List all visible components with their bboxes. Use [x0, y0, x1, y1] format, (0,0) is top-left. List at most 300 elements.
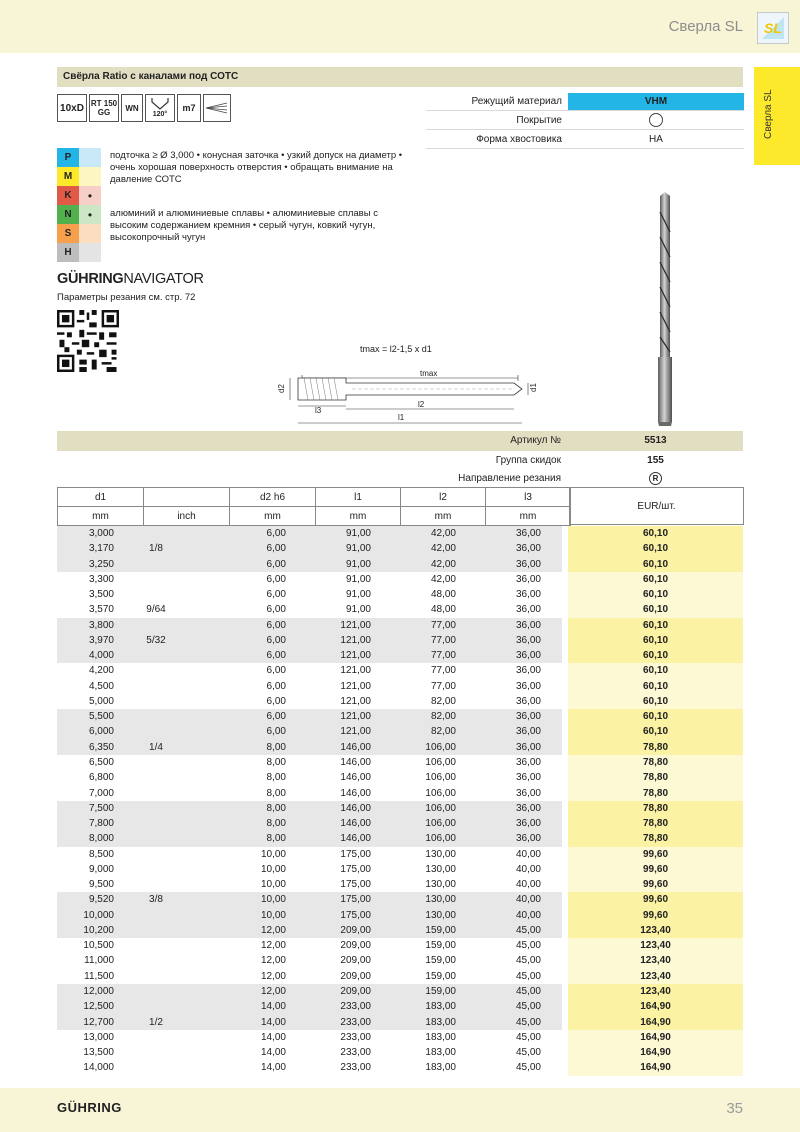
cutting-direction-label: Направление резания: [458, 473, 561, 484]
cell-l2: 77,00: [430, 665, 456, 677]
cell-l2: 42,00: [430, 573, 456, 585]
cell-d1: 3,250: [88, 558, 114, 570]
iso-group-row: [57, 186, 101, 205]
diagram-formula: tmax = l2-1,5 x d1: [360, 344, 432, 354]
length-10xd-icon: 10xD: [57, 94, 87, 122]
cell-price: 60,10: [642, 650, 669, 662]
cell-l3: 45,00: [515, 955, 541, 967]
unit-cell: mm: [58, 507, 144, 526]
page-number: 35: [726, 1100, 743, 1117]
cell-l1: 233,00: [340, 1016, 371, 1028]
cell-d1: 10,500: [83, 940, 114, 952]
cell-l1: 121,00: [340, 726, 371, 738]
table-row-group: [57, 572, 743, 618]
cell-l1: 146,00: [340, 802, 371, 814]
cell-l1: 233,00: [340, 1031, 371, 1043]
cell-l1: 121,00: [340, 711, 371, 723]
table-row-group: [57, 709, 743, 755]
cell-d2: 14,00: [260, 1031, 286, 1043]
cell-inch: [114, 862, 198, 877]
cell-inch: [114, 801, 198, 816]
cell-l2: 183,00: [425, 1031, 456, 1043]
cell-d1: 14,000: [83, 1062, 114, 1074]
cell-d2: 10,00: [260, 863, 286, 875]
cell-l3: 36,00: [515, 802, 541, 814]
cell-l1: 121,00: [340, 665, 371, 677]
cell-l2: 183,00: [425, 1047, 456, 1059]
table-row-group: [57, 892, 743, 938]
cell-l1: 146,00: [340, 741, 371, 753]
cell-l2: 159,00: [425, 955, 456, 967]
drill-image: [650, 192, 680, 432]
cell-l3: 36,00: [515, 650, 541, 662]
cell-d2: 6,00: [266, 528, 286, 539]
cell-l2: 77,00: [430, 650, 456, 662]
cutting-direction-value: R: [649, 472, 662, 485]
cell-inch: [114, 694, 198, 709]
cell-d1: 6,500: [88, 756, 114, 768]
cell-d1: 8,500: [88, 848, 114, 860]
side-tab-label: Сверла SL: [763, 89, 774, 139]
cell-inch: [114, 1045, 198, 1060]
table-row[interactable]: [57, 709, 743, 724]
iso-group-letter: K: [57, 186, 79, 205]
cell-price: 99,60: [642, 863, 669, 875]
iso-group-row: [57, 243, 101, 262]
iso-group-row: [57, 205, 101, 224]
cell-l1: 209,00: [340, 955, 371, 967]
cell-d2: 8,00: [266, 833, 286, 845]
cell-l3: 36,00: [515, 634, 541, 646]
cell-l3: 36,00: [515, 741, 541, 753]
cell-l2: 183,00: [425, 1016, 456, 1028]
cell-d1: 4,000: [88, 650, 114, 662]
cell-d1: 7,800: [88, 818, 114, 830]
cell-l1: 175,00: [340, 863, 371, 875]
property-label: Покрытие: [516, 114, 562, 126]
table-row[interactable]: [57, 633, 743, 648]
cell-l2: 159,00: [425, 985, 456, 997]
cell-l2: 77,00: [430, 619, 456, 631]
cell-l1: 175,00: [340, 879, 371, 891]
table-row[interactable]: [57, 1060, 743, 1075]
property-value: VHM: [568, 93, 744, 110]
table-row[interactable]: [57, 755, 743, 770]
cell-l1: 121,00: [340, 634, 371, 646]
cell-l1: 209,00: [340, 970, 371, 982]
cell-d1: 3,500: [88, 589, 114, 601]
cell-price: 60,10: [642, 726, 669, 738]
table-row[interactable]: [57, 892, 743, 907]
table-row[interactable]: [57, 694, 743, 709]
cell-d2: 6,00: [266, 695, 286, 707]
cell-l3: 36,00: [515, 543, 541, 555]
cell-inch: [114, 755, 198, 770]
cell-l3: 36,00: [515, 726, 541, 738]
table-row-group: [57, 755, 743, 801]
table-row[interactable]: [57, 923, 743, 938]
cell-l1: 146,00: [340, 833, 371, 845]
property-value: [568, 112, 744, 129]
cell-l2: 42,00: [430, 543, 456, 555]
application-description: подточка ≥ Ø 3,000 • конусная заточка • узкий допуск на диаметр • очень хорошая поверхность отверстия • обращать внимание на давление СОТС: [110, 150, 403, 185]
table-row[interactable]: [57, 572, 743, 587]
cell-d2: 8,00: [266, 818, 286, 830]
cell-l1: 91,00: [345, 543, 371, 555]
table-row[interactable]: [57, 587, 743, 602]
cell-price: 164,90: [640, 1047, 671, 1059]
table-row[interactable]: [57, 786, 743, 801]
cell-price: 60,10: [642, 634, 669, 646]
cell-l3: 36,00: [515, 772, 541, 784]
product-table-body: [57, 526, 743, 1076]
cell-l2: 130,00: [425, 863, 456, 875]
cell-d1: 3,000: [88, 528, 114, 539]
cell-l1: 175,00: [340, 909, 371, 921]
cell-price: 60,10: [642, 680, 669, 692]
coating-label: RT 150 GG: [90, 99, 118, 117]
cell-l2: 183,00: [425, 1001, 456, 1013]
cell-d1: 11,000: [84, 955, 114, 967]
navigator-logo[interactable]: [57, 271, 204, 287]
cell-price: 164,90: [640, 1001, 671, 1013]
table-row[interactable]: [57, 648, 743, 663]
section-title-bar: [57, 67, 743, 87]
col-header-d1: d1: [58, 488, 144, 507]
table-row-group: [57, 984, 743, 1030]
cell-d2: 6,00: [266, 543, 286, 555]
cell-d2: 10,00: [260, 909, 286, 921]
cell-l3: 36,00: [515, 695, 541, 707]
cell-l1: 175,00: [340, 894, 371, 906]
property-value: HA: [649, 133, 663, 145]
cell-price: 99,60: [642, 848, 669, 860]
cell-l1: 121,00: [340, 619, 371, 631]
cell-l1: 146,00: [340, 787, 371, 799]
cell-d1: 10,200: [83, 924, 114, 936]
cell-inch: [114, 526, 198, 541]
cell-l2: 130,00: [425, 909, 456, 921]
cell-inch: [114, 908, 198, 923]
cell-price: 78,80: [642, 787, 669, 799]
cell-d1: 7,500: [88, 802, 114, 814]
cell-d2: 14,00: [260, 1001, 286, 1013]
cell-d2: 12,00: [260, 955, 286, 967]
point-angle-icon: [145, 94, 175, 122]
cell-d2: 6,00: [266, 558, 286, 570]
side-tab[interactable]: [754, 67, 800, 165]
tolerance-m7-icon: m7: [177, 94, 201, 122]
table-row[interactable]: [57, 1015, 743, 1030]
table-row[interactable]: [57, 908, 743, 923]
cell-l2: 159,00: [425, 970, 456, 982]
cell-d1: 12,500: [83, 1001, 114, 1013]
table-row[interactable]: [57, 618, 743, 633]
iso-group-suitability: [79, 167, 101, 186]
cell-inch: [114, 663, 198, 678]
point-angle-label: 120°: [152, 110, 168, 118]
cell-l2: 106,00: [425, 818, 456, 830]
cell-l2: 106,00: [425, 756, 456, 768]
property-row: [426, 111, 744, 130]
page-header-title: Сверла SL: [668, 18, 743, 35]
table-row[interactable]: [57, 847, 743, 862]
cell-l1: 209,00: [340, 940, 371, 952]
property-label: Форма хвостовика: [476, 133, 562, 145]
cell-d1: 3,970: [88, 634, 114, 646]
cell-inch: [114, 679, 198, 694]
cell-l3: 40,00: [515, 894, 541, 906]
table-row[interactable]: [57, 1045, 743, 1060]
cell-d1: 12,700: [83, 1016, 114, 1028]
cell-l2: 82,00: [430, 711, 456, 723]
cell-l1: 91,00: [345, 558, 371, 570]
section-title: Свёрла Ratio с каналами под СОТС: [63, 71, 239, 82]
cell-l1: 91,00: [345, 528, 371, 539]
cell-l3: 36,00: [515, 558, 541, 570]
cell-inch: 1/8: [149, 543, 163, 555]
table-row[interactable]: [57, 999, 743, 1014]
table-row-group: [57, 1030, 743, 1076]
cell-inch: [114, 1030, 198, 1045]
cell-inch: [114, 953, 198, 968]
cell-price: 60,10: [642, 543, 669, 555]
article-number-value: 5513: [644, 435, 667, 446]
uncoated-circle-icon: [649, 113, 663, 127]
diagram-label-l3: l3: [315, 406, 322, 415]
cell-d1: 6,000: [88, 726, 114, 738]
table-row-group: [57, 663, 743, 709]
col-header-inch: [144, 488, 230, 507]
cell-inch: [114, 557, 198, 572]
shank-wn-icon: WN: [121, 94, 143, 122]
cell-price: 60,10: [642, 558, 669, 570]
table-row[interactable]: [57, 526, 743, 541]
cell-d1: 5,000: [88, 695, 114, 707]
col-header-l3: l3: [486, 488, 571, 507]
article-number-band: [57, 431, 743, 451]
cell-l3: 36,00: [515, 818, 541, 830]
iso-group-suitability: [79, 243, 101, 262]
cutting-direction-band: [57, 469, 743, 489]
cell-inch: [114, 877, 198, 892]
cell-l1: 233,00: [340, 1047, 371, 1059]
cell-l1: 146,00: [340, 818, 371, 830]
cell-d1: 3,170: [88, 543, 114, 555]
table-row[interactable]: [57, 1030, 743, 1045]
cell-inch: [114, 938, 198, 953]
cell-d2: 14,00: [260, 1062, 286, 1074]
cell-l1: 91,00: [345, 573, 371, 585]
cell-l3: 45,00: [515, 924, 541, 936]
cell-d1: 11,500: [84, 970, 114, 982]
cell-l1: 233,00: [340, 1001, 371, 1013]
svg-text:SL: SL: [764, 20, 782, 36]
cell-d2: 8,00: [266, 756, 286, 768]
cell-l3: 45,00: [515, 1047, 541, 1059]
cell-inch: [114, 724, 198, 739]
cell-d1: 7,000: [88, 787, 114, 799]
cell-l2: 183,00: [425, 1062, 456, 1074]
cell-inch: [114, 816, 198, 831]
feature-icons: [57, 94, 231, 122]
cell-d1: 4,200: [88, 665, 114, 677]
cell-d2: 6,00: [266, 634, 286, 646]
cell-l3: 36,00: [515, 604, 541, 616]
cell-l3: 40,00: [515, 863, 541, 875]
table-row[interactable]: [57, 953, 743, 968]
table-row[interactable]: [57, 724, 743, 739]
cell-l3: 40,00: [515, 879, 541, 891]
cell-l2: 159,00: [425, 924, 456, 936]
table-row-group: [57, 526, 743, 572]
cell-inch: [114, 923, 198, 938]
cell-l3: 45,00: [515, 970, 541, 982]
cell-price: 60,10: [642, 695, 669, 707]
cell-inch: 3/8: [149, 894, 163, 906]
table-row[interactable]: [57, 984, 743, 999]
discount-group-label: Группа скидок: [495, 455, 561, 466]
table-row[interactable]: [57, 877, 743, 892]
dimension-diagram: [270, 340, 560, 430]
discount-group-value: 155: [647, 455, 664, 466]
table-row[interactable]: [57, 969, 743, 984]
iso-group-letter: H: [57, 243, 79, 262]
iso-group-row: [57, 224, 101, 243]
cell-price: 123,40: [640, 924, 671, 936]
cell-inch: 1/4: [149, 741, 163, 753]
table-row[interactable]: [57, 770, 743, 785]
iso-group-letter: P: [57, 148, 79, 167]
cell-price: 78,80: [642, 741, 669, 753]
cell-d2: 6,00: [266, 604, 286, 616]
cell-d1: 9,000: [88, 863, 114, 875]
cell-d2: 6,00: [266, 573, 286, 585]
cell-price: 164,90: [640, 1031, 671, 1043]
cell-d1: 13,000: [83, 1031, 114, 1043]
property-row: [426, 92, 744, 111]
coating-rt150-icon: [89, 94, 119, 122]
cell-l1: 233,00: [340, 1062, 371, 1074]
table-row[interactable]: [57, 663, 743, 678]
table-row[interactable]: [57, 938, 743, 953]
cell-d2: 8,00: [266, 741, 286, 753]
cell-price: 123,40: [640, 970, 671, 982]
sl-logo-icon: [757, 12, 789, 44]
diagram-label-tmax: tmax: [420, 369, 438, 378]
cell-l3: 36,00: [515, 573, 541, 585]
table-row-group: [57, 801, 743, 847]
cell-l3: 36,00: [515, 756, 541, 768]
table-row[interactable]: [57, 831, 743, 846]
cell-l3: 36,00: [515, 833, 541, 845]
iso-group-suitability: [79, 148, 101, 167]
cell-d2: 6,00: [266, 589, 286, 601]
cell-d2: 12,00: [260, 985, 286, 997]
cell-inch: [114, 969, 198, 984]
cell-inch: 9/64: [146, 604, 166, 616]
cell-l3: 36,00: [515, 665, 541, 677]
cell-price: 123,40: [640, 955, 671, 967]
table-row[interactable]: [57, 602, 743, 617]
cell-price: 99,60: [642, 894, 669, 906]
material-description: алюминий и алюминиевые сплавы • алюминиевые сплавы с высоким содержанием кремния • серый чугун, ковкий чугун, высокопрочный чугун: [110, 208, 378, 243]
table-row[interactable]: [57, 862, 743, 877]
cell-inch: [114, 587, 198, 602]
qr-code-icon[interactable]: [57, 310, 119, 372]
cell-price: 60,10: [642, 619, 669, 631]
cell-price: 60,10: [642, 589, 669, 601]
cell-d2: 6,00: [266, 665, 286, 677]
properties-table: [426, 92, 744, 149]
cell-l2: 82,00: [430, 726, 456, 738]
cell-l2: 130,00: [425, 894, 456, 906]
table-row[interactable]: [57, 679, 743, 694]
cell-l3: 36,00: [515, 619, 541, 631]
table-row[interactable]: [57, 801, 743, 816]
cell-d1: 13,500: [83, 1047, 114, 1059]
iso-group-letter: S: [57, 224, 79, 243]
page-header: [0, 0, 800, 53]
cell-price: 78,80: [642, 772, 669, 784]
cell-d2: 8,00: [266, 787, 286, 799]
cell-d2: 6,00: [266, 619, 286, 631]
cell-l2: 159,00: [425, 940, 456, 952]
unit-cell: mm: [316, 507, 401, 526]
cell-l3: 36,00: [515, 528, 541, 539]
cell-l3: 45,00: [515, 940, 541, 952]
diagram-label-l2: l2: [418, 400, 425, 409]
navigator-note: Параметры резания см. стр. 72: [57, 292, 196, 303]
table-row-group: [57, 847, 743, 893]
cell-d2: 6,00: [266, 726, 286, 738]
cell-l3: 45,00: [515, 1031, 541, 1043]
property-label: Режущий материал: [471, 95, 562, 107]
cell-l3: 40,00: [515, 909, 541, 921]
footer-brand: GÜHRING: [57, 1100, 122, 1115]
cell-l1: 91,00: [345, 604, 371, 616]
cell-price: 164,90: [640, 1062, 671, 1074]
cell-price: 123,40: [640, 985, 671, 997]
cell-price: 60,10: [642, 528, 669, 539]
cell-l2: 48,00: [430, 589, 456, 601]
cell-price: 60,10: [642, 665, 669, 677]
cell-l3: 45,00: [515, 1016, 541, 1028]
table-row[interactable]: [57, 816, 743, 831]
cell-l1: 209,00: [340, 985, 371, 997]
cell-inch: [114, 786, 198, 801]
cell-d2: 6,00: [266, 650, 286, 662]
iso-group-suitability: •: [79, 205, 101, 224]
table-row[interactable]: [57, 557, 743, 572]
cell-l3: 36,00: [515, 589, 541, 601]
iso-group-letter: N: [57, 205, 79, 224]
cell-price: 99,60: [642, 909, 669, 921]
table-row[interactable]: [57, 740, 743, 755]
table-row[interactable]: [57, 541, 743, 556]
cell-inch: 1/2: [149, 1016, 163, 1028]
cell-l2: 106,00: [425, 833, 456, 845]
cell-price: 78,80: [642, 833, 669, 845]
cell-d2: 6,00: [266, 711, 286, 723]
discount-group-band: [57, 451, 743, 471]
cell-d1: 10,000: [83, 909, 114, 921]
cell-d1: 3,300: [88, 573, 114, 585]
cell-l2: 106,00: [425, 787, 456, 799]
cell-d2: 12,00: [260, 924, 286, 936]
cell-l1: 91,00: [345, 589, 371, 601]
navigator-word: NAVIGATOR: [123, 271, 204, 287]
